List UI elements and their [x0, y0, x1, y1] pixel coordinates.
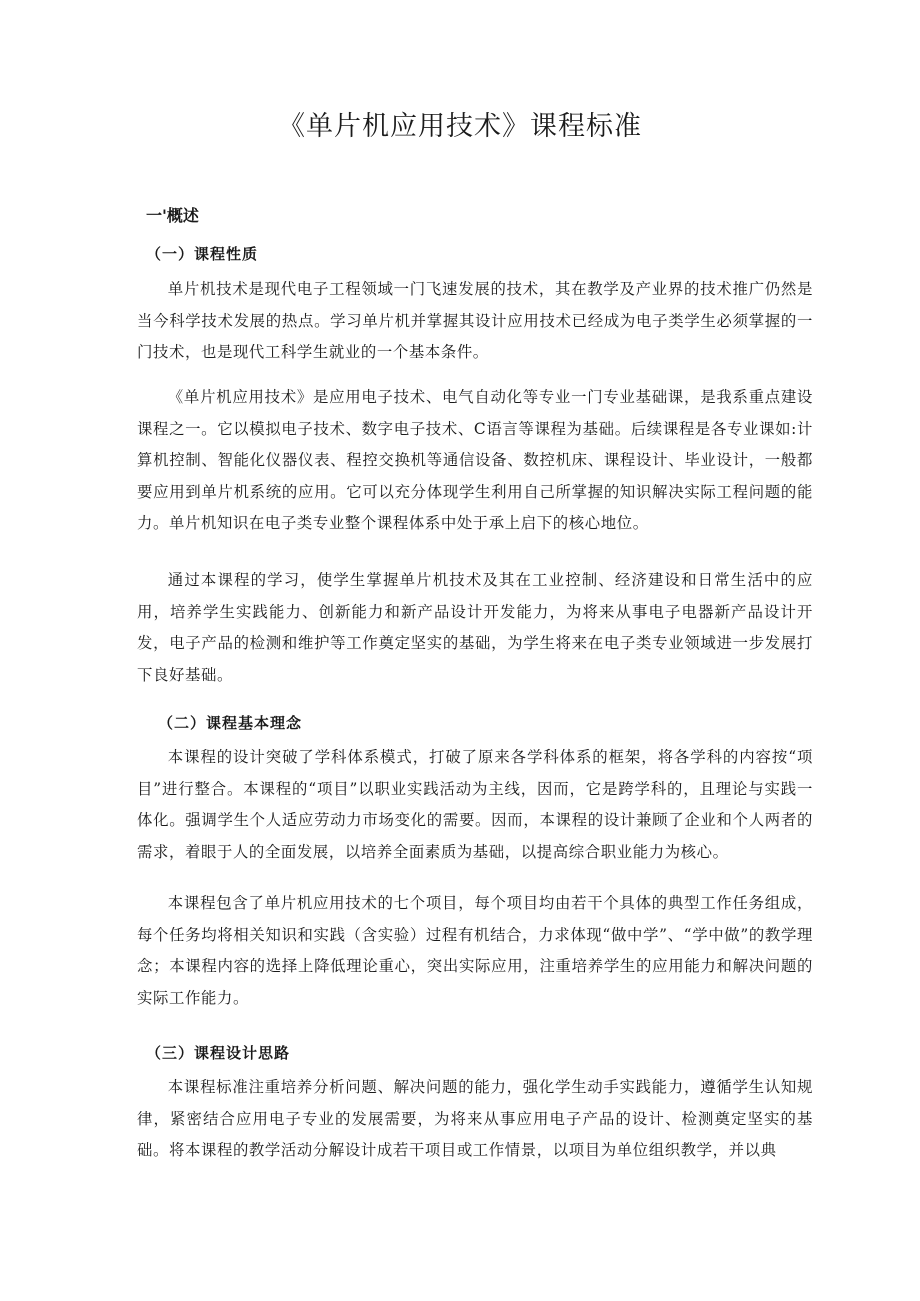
paragraph: 本课程包含了单片机应用技术的七个项目，每个项目均由若干个具体的典型工作任务组成，每个任务均将相关知识和实践（含实验）过程有机结合，力求体现“做中学”、“学中做”的教学理念；本课程内容的选择上降低理论重心，突出实际应用，注重培养学生的应用能力和解决问题的实际工作能力。: [137, 894, 813, 1007]
paragraph: 通过本课程的学习，使学生掌握单片机技术及其在工业控制、经济建设和日常生活中的应用，培养学生实践能力、创新能力和新产品设计开发能力，为将来从事电子电器新产品设计开发，电子产品的检测和维护等工作奠定坚实的基础，为学生将来在电子类专业领域进一步发展打下良好基础。: [137, 571, 813, 684]
subheading-design-idea: （三）课程设计思路: [146, 1044, 291, 1062]
paragraph: 单片机技术是现代电子工程领域一门飞速发展的技术，其在教学及产业界的技术推广仍然是当今科学技术发展的热点。学习单片机并掌握其设计应用技术已经成为电子类学生必须掌握的一门技术，也是现代工科学生就业的一个基本条件。: [137, 280, 813, 361]
document-title: 《单片机应用技术》课程标准: [278, 111, 642, 142]
paragraph: 本课程标准注重培养分析问题、解决问题的能力，强化学生动手实践能力，遵循学生认知规律，紧密结合应用电子专业的发展需要，为将来从事应用电子产品的设计、检测奠定坚实的基础。将本课程的教学活动分解设计成若干项目或工作情景，以项目为单位组织教学，并以典: [137, 1078, 813, 1159]
section-heading-overview: 一'概述: [146, 206, 199, 225]
subheading-basic-concept: （二）课程基本理念: [158, 714, 303, 732]
paragraph: 《单片机应用技术》是应用电子技术、电气自动化等专业一门专业基础课，是我系重点建设课程之一。它以模拟电子技术、数字电子技术、C语言等课程为基础。后续课程是各专业课如:计算机控制、智能化仪器仪表、程控交换机等通信设备、数控机床、课程设计、毕业设计，一般都要应用到单片机系统的应用。它可以充分体现学生利用自己所掌握的知识解决实际工程问题的能力。单片机知识在电子类专业整个课程体系中处于承上启下的核心地位。: [137, 388, 813, 532]
subheading-course-nature: （一）课程性质: [146, 245, 259, 263]
paragraph: 本课程的设计突破了学科体系模式，打破了原来各学科体系的框架，将各学科的内容按“项目”进行整合。本课程的“项目”以职业实践活动为主线，因而，它是跨学科的，且理论与实践一体化。强调学生个人适应劳动力市场变化的需要。因而，本课程的设计兼顾了企业和个人两者的需求，着眼于人的全面发展，以培养全面素质为基础，以提高综合职业能力为核心。: [137, 748, 813, 861]
